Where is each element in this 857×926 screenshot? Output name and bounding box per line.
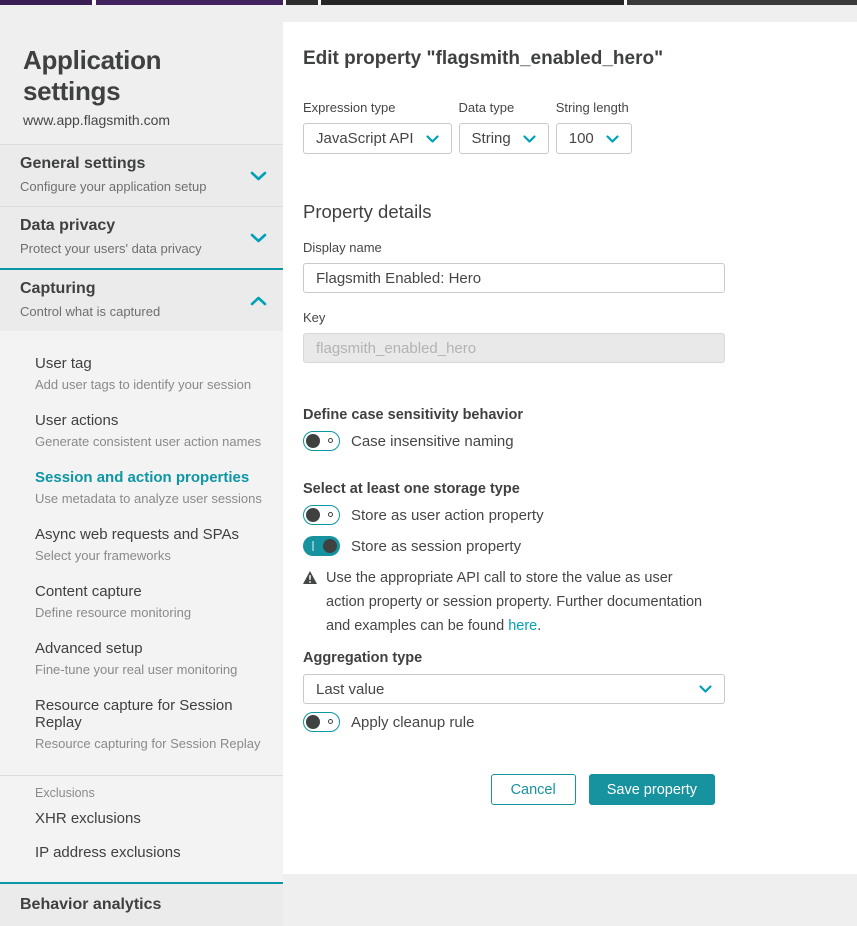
apply-cleanup-rule-toggle[interactable] xyxy=(303,712,340,732)
string-length-field: String length 100 xyxy=(556,100,632,154)
action-buttons-row xyxy=(303,774,725,805)
browser-tab-strip xyxy=(0,0,857,5)
expression-type-field: Expression type JavaScript API xyxy=(303,100,452,154)
key-input xyxy=(303,333,725,363)
sidebar-item-resource-capture[interactable]: Resource capture for Session Replay Resource capturing for Session Replay xyxy=(35,697,261,751)
save-property-button[interactable]: Save property xyxy=(589,774,715,805)
section-description: Configure your application setup xyxy=(20,179,207,194)
section-label: General settings xyxy=(20,155,146,172)
sidebar-section-behavior-analytics[interactable]: Behavior analytics xyxy=(0,882,283,926)
browser-tab-segment xyxy=(321,0,624,5)
display-name-input[interactable] xyxy=(303,263,725,293)
api-call-warning xyxy=(303,566,713,638)
storage-type-heading: Select at least one storage type xyxy=(303,481,520,497)
section-label: Capturing xyxy=(20,280,96,297)
browser-tab-segment xyxy=(286,0,318,5)
case-insensitive-toggle[interactable] xyxy=(303,431,340,451)
sidebar-item-advanced-setup[interactable]: Advanced setup Fine-tune your real user monitoring xyxy=(35,640,238,677)
sidebar-section-general-settings[interactable] xyxy=(0,144,283,206)
case-sensitivity-heading: Define case sensitivity behavior xyxy=(303,407,524,423)
store-user-action-toggle[interactable] xyxy=(303,505,340,525)
aggregation-type-select[interactable]: Last value xyxy=(303,674,725,704)
documentation-link[interactable]: here xyxy=(508,618,538,634)
browser-tab-segment xyxy=(0,0,92,5)
sidebar-item-async-web-requests[interactable]: Async web requests and SPAs Select your frameworks xyxy=(35,526,239,563)
case-insensitive-toggle-row: Case insensitive naming xyxy=(303,431,725,451)
user-action-property-toggle-row: Store as user action property xyxy=(303,505,725,525)
sidebar-item-xhr-exclusions[interactable]: XHR exclusions xyxy=(35,810,141,827)
browser-tab-segment xyxy=(96,0,283,5)
toggle-on-mark xyxy=(312,541,314,551)
panel-title: Edit property "flagsmith_enabled_hero" xyxy=(303,48,664,69)
toggle-knob xyxy=(306,434,320,448)
settings-sidebar xyxy=(0,5,283,913)
cancel-button[interactable]: Cancel xyxy=(491,774,576,805)
aggregation-type-label: Aggregation type xyxy=(303,650,423,666)
section-description: Control what is captured xyxy=(20,304,161,319)
expression-type-select[interactable]: JavaScript API xyxy=(303,123,452,154)
data-type-field: Data type String xyxy=(459,100,549,154)
warning-text: Use the appropriate API call to store the value as user action property or session property. Further documentation and examples can be found here. xyxy=(326,570,703,634)
data-type-select[interactable]: String xyxy=(459,123,549,154)
chevron-down-icon xyxy=(699,685,712,693)
warning-triangle-icon xyxy=(303,571,317,584)
chevron-down-icon xyxy=(606,135,619,143)
toggle-off-mark xyxy=(328,719,333,724)
store-session-toggle[interactable] xyxy=(303,536,340,556)
chevron-up-icon xyxy=(250,296,267,306)
sidebar-item-session-and-action-properties[interactable]: Session and action properties Use metadata to analyze user sessions xyxy=(35,469,262,506)
sidebar-section-capturing[interactable] xyxy=(0,268,283,331)
chevron-down-icon xyxy=(250,171,267,181)
sidebar-section-data-privacy[interactable] xyxy=(0,206,283,268)
toggle-off-mark xyxy=(328,438,333,443)
section-description: Protect your users' data privacy xyxy=(20,241,202,256)
exclusions-group-label: Exclusions xyxy=(35,786,95,800)
type-fields-row xyxy=(303,100,725,154)
toggle-off-mark xyxy=(328,512,333,517)
chevron-down-icon xyxy=(250,233,267,243)
application-url: www.app.flagsmith.com xyxy=(23,112,171,128)
browser-tab-segment xyxy=(627,0,857,5)
session-property-toggle-row: Store as session property xyxy=(303,536,725,556)
toggle-knob xyxy=(323,539,337,553)
section-label: Data privacy xyxy=(20,217,116,234)
capturing-subnav xyxy=(0,331,283,882)
chevron-down-icon xyxy=(426,135,439,143)
cleanup-rule-toggle-row: Apply cleanup rule xyxy=(303,712,725,732)
sidebar-item-ip-address-exclusions[interactable]: IP address exclusions xyxy=(35,844,181,861)
display-name-label: Display name xyxy=(303,240,382,255)
sidebar-item-user-tag[interactable]: User tag Add user tags to identify your session xyxy=(35,355,252,392)
sidebar-item-content-capture[interactable]: Content capture Define resource monitoring xyxy=(35,583,192,620)
string-length-select[interactable]: 100 xyxy=(556,123,632,154)
sidebar-item-user-actions[interactable]: User actions Generate consistent user action names xyxy=(35,412,262,449)
key-label: Key xyxy=(303,310,326,325)
sidebar-header xyxy=(0,5,283,144)
toggle-knob xyxy=(306,508,320,522)
toggle-knob xyxy=(306,715,320,729)
page-title: Application settings xyxy=(23,45,162,106)
property-details-heading: Property details xyxy=(303,201,432,222)
edit-property-panel xyxy=(283,22,857,874)
chevron-down-icon xyxy=(523,135,536,143)
